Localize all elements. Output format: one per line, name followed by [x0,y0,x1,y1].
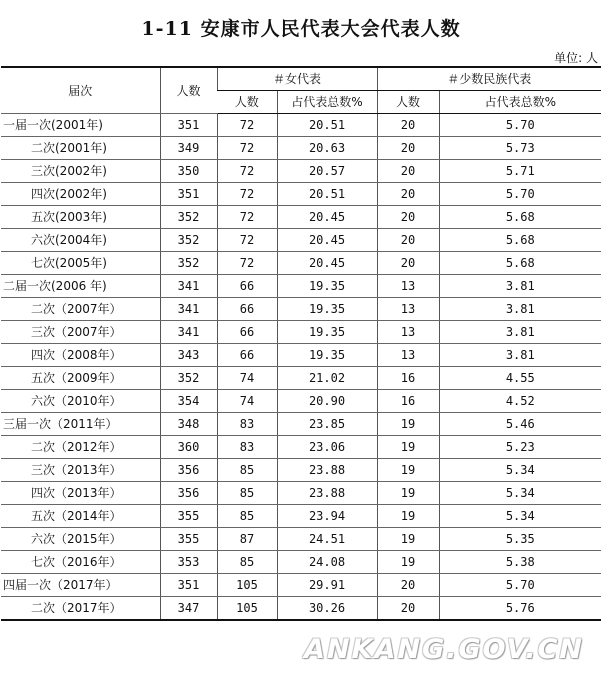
table-row [1,367,601,390]
cell-total: 355 [160,528,217,551]
cell-minority-count: 16 [377,390,439,413]
cell-total: 352 [160,252,217,275]
cell-total: 352 [160,206,217,229]
cell-women-count: 72 [217,229,277,252]
cell-minority-pct: 5.23 [439,436,601,459]
cell-minority-count: 19 [377,459,439,482]
cell-minority-count: 20 [377,206,439,229]
table-row [1,390,601,413]
cell-total: 351 [160,574,217,597]
cell-women-pct: 29.91 [277,574,377,597]
cell-total: 350 [160,160,217,183]
header-women-pct: 占代表总数% [277,91,377,114]
cell-minority-pct: 5.68 [439,229,601,252]
cell-minority-pct: 3.81 [439,321,601,344]
cell-minority-pct: 5.68 [439,206,601,229]
cell-total: 349 [160,137,217,160]
cell-minority-pct: 3.81 [439,298,601,321]
page-title: 1-11 安康市人民代表大会代表人数 [141,18,461,40]
cell-total: 341 [160,321,217,344]
cell-women-pct: 24.51 [277,528,377,551]
table-body [1,114,601,621]
cell-total: 356 [160,482,217,505]
cell-women-pct: 23.88 [277,459,377,482]
cell-session: 六次(2004年) [1,229,160,252]
cell-women-pct: 23.88 [277,482,377,505]
table-row [1,321,601,344]
cell-minority-count: 19 [377,551,439,574]
cell-women-pct: 19.35 [277,344,377,367]
header-minority-group: ＃少数民族代表 [377,67,601,91]
cell-minority-pct: 5.34 [439,505,601,528]
table-row [1,160,601,183]
cell-total: 354 [160,390,217,413]
cell-women-pct: 20.57 [277,160,377,183]
table-row [1,574,601,597]
table-row [1,505,601,528]
table-row [1,298,601,321]
cell-total: 341 [160,275,217,298]
cell-minority-count: 19 [377,413,439,436]
cell-total: 343 [160,344,217,367]
table-row [1,114,601,137]
cell-session: 二届一次(2006 年) [1,275,160,298]
cell-minority-count: 13 [377,344,439,367]
cell-women-pct: 20.63 [277,137,377,160]
cell-session: 七次(2005年) [1,252,160,275]
cell-women-pct: 20.45 [277,229,377,252]
cell-total: 355 [160,505,217,528]
cell-minority-pct: 5.35 [439,528,601,551]
cell-women-count: 66 [217,275,277,298]
cell-women-count: 72 [217,137,277,160]
cell-total: 341 [160,298,217,321]
cell-session: 五次（2014年） [1,505,160,528]
cell-session: 六次（2015年） [1,528,160,551]
cell-session: 二次(2001年) [1,137,160,160]
cell-women-count: 83 [217,436,277,459]
cell-minority-count: 20 [377,229,439,252]
cell-session: 七次（2016年） [1,551,160,574]
cell-minority-pct: 5.71 [439,160,601,183]
cell-total: 351 [160,183,217,206]
cell-women-count: 72 [217,183,277,206]
cell-women-pct: 19.35 [277,321,377,344]
cell-women-pct: 20.90 [277,390,377,413]
table-row [1,597,601,621]
table-row [1,183,601,206]
cell-women-count: 74 [217,390,277,413]
cell-minority-count: 20 [377,160,439,183]
cell-minority-count: 20 [377,574,439,597]
cell-session: 三届一次（2011年） [1,413,160,436]
cell-women-count: 72 [217,206,277,229]
cell-women-count: 105 [217,597,277,621]
table-row [1,206,601,229]
cell-total: 351 [160,114,217,137]
cell-minority-count: 19 [377,505,439,528]
cell-women-pct: 20.45 [277,252,377,275]
cell-minority-pct: 5.70 [439,114,601,137]
header-total: 人数 [160,67,217,114]
cell-minority-count: 20 [377,252,439,275]
cell-minority-count: 19 [377,436,439,459]
header-session: 届次 [1,67,160,114]
cell-women-pct: 20.51 [277,114,377,137]
cell-session: 四次（2008年） [1,344,160,367]
cell-session: 六次（2010年） [1,390,160,413]
cell-women-pct: 20.45 [277,206,377,229]
cell-total: 352 [160,229,217,252]
cell-women-pct: 23.85 [277,413,377,436]
cell-total: 347 [160,597,217,621]
table-row [1,528,601,551]
cell-women-count: 66 [217,321,277,344]
cell-minority-pct: 5.34 [439,459,601,482]
cell-women-pct: 19.35 [277,275,377,298]
cell-session: 四次(2002年) [1,183,160,206]
cell-women-count: 66 [217,298,277,321]
cell-minority-pct: 5.38 [439,551,601,574]
cell-total: 356 [160,459,217,482]
table-row [1,459,601,482]
cell-session: 四次（2013年） [1,482,160,505]
cell-session: 二次（2012年） [1,436,160,459]
cell-women-count: 74 [217,367,277,390]
table-row [1,229,601,252]
cell-session: 四届一次（2017年） [1,574,160,597]
cell-women-pct: 23.06 [277,436,377,459]
cell-minority-count: 16 [377,367,439,390]
header-minority-count: 人数 [377,91,439,114]
cell-session: 五次（2009年） [1,367,160,390]
cell-minority-count: 13 [377,321,439,344]
cell-women-count: 105 [217,574,277,597]
cell-women-count: 83 [217,413,277,436]
cell-session: 三次（2013年） [1,459,160,482]
table-row [1,137,601,160]
cell-women-pct: 30.26 [277,597,377,621]
cell-minority-pct: 5.76 [439,597,601,621]
cell-minority-pct: 5.34 [439,482,601,505]
cell-women-count: 72 [217,114,277,137]
cell-women-count: 87 [217,528,277,551]
unit-label: 单位: 人 [554,51,598,65]
header-women-group: ＃女代表 [217,67,377,91]
cell-women-pct: 21.02 [277,367,377,390]
table-row [1,551,601,574]
header-row-1 [1,67,601,91]
cell-session: 二次（2017年） [1,597,160,621]
cell-minority-count: 19 [377,482,439,505]
representatives-table [1,66,601,621]
cell-women-pct: 19.35 [277,298,377,321]
table-row [1,275,601,298]
header-minority-pct: 占代表总数% [439,91,601,114]
cell-women-pct: 24.08 [277,551,377,574]
cell-total: 352 [160,367,217,390]
cell-minority-pct: 5.73 [439,137,601,160]
cell-minority-pct: 3.81 [439,275,601,298]
header-women-count: 人数 [217,91,277,114]
cell-minority-count: 20 [377,597,439,621]
cell-session: 二次（2007年） [1,298,160,321]
cell-women-count: 72 [217,252,277,275]
table-row [1,482,601,505]
cell-total: 353 [160,551,217,574]
cell-women-count: 85 [217,551,277,574]
cell-women-pct: 20.51 [277,183,377,206]
cell-minority-pct: 5.70 [439,574,601,597]
cell-women-count: 85 [217,505,277,528]
cell-women-count: 85 [217,459,277,482]
cell-minority-count: 13 [377,275,439,298]
table-row [1,344,601,367]
cell-women-count: 66 [217,344,277,367]
cell-total: 360 [160,436,217,459]
cell-total: 348 [160,413,217,436]
cell-women-pct: 23.94 [277,505,377,528]
cell-minority-pct: 5.46 [439,413,601,436]
cell-minority-count: 20 [377,137,439,160]
table-row [1,413,601,436]
cell-women-count: 85 [217,482,277,505]
cell-minority-count: 20 [377,114,439,137]
cell-minority-pct: 5.68 [439,252,601,275]
cell-session: 三次(2002年) [1,160,160,183]
cell-minority-pct: 3.81 [439,344,601,367]
table-row [1,436,601,459]
site-watermark: ANKANG.GOV.CN [304,634,584,665]
cell-minority-pct: 4.52 [439,390,601,413]
cell-minority-count: 20 [377,183,439,206]
cell-minority-pct: 5.70 [439,183,601,206]
cell-minority-pct: 4.55 [439,367,601,390]
cell-session: 三次（2007年） [1,321,160,344]
cell-women-count: 72 [217,160,277,183]
cell-minority-count: 19 [377,528,439,551]
cell-session: 一届一次(2001年) [1,114,160,137]
table-row [1,252,601,275]
cell-minority-count: 13 [377,298,439,321]
cell-session: 五次(2003年) [1,206,160,229]
